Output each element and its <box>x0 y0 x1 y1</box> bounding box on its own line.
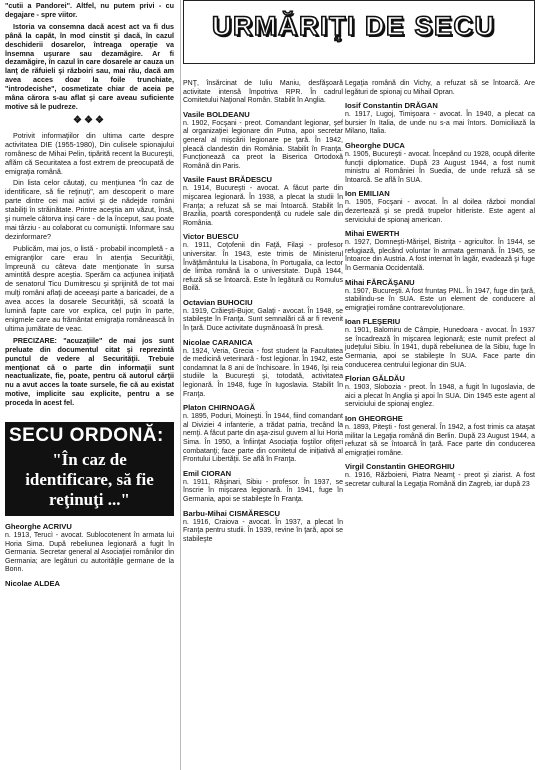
entry <box>183 403 343 465</box>
entry-text: Legaţia română din Vichy, a refuzat să se întoarcă. Are legături de spionaj cu Mihail Opran. <box>345 80 535 96</box>
entry-text: n. 1905, Bucureşti - avocat. Începând cu 1928, ocupă diferite funcţii diplomatice. După 23 August 1944, a fost numit ministru al României în Suedia, de unde refuză să se întoarcă. Se află în SUA. <box>345 150 535 184</box>
entry-name: Ioan FLEŞERIU <box>345 317 401 327</box>
entry-text: n. 1902, Focşani - preot. Comandant legionar, şef al organizaţiei legionare din Putna, apoi secretar general al mişcării legionare pe ţară. În 1942, pleacă clandestin din România. Stabilit în Franţa. Funcţionează ca preot la Biserica Ortodoxă Română din Paris. <box>183 119 343 170</box>
banner-title: URMĂRIŢI DE SECU <box>212 11 496 41</box>
entry-text: n. 1913, Terucì - avocat. Sublocotenent în armata lui Horia Sima. După rebeliunea legionară a fugit în Germania. Secretar general al Asociaţiei românilor din Germania; are legături cu autorităţile germane de la Bonn. <box>5 532 174 574</box>
entry <box>183 110 343 172</box>
entry <box>183 175 343 228</box>
entry-name: Octavian BUHOCIU <box>183 297 253 307</box>
entry-name: Vasile Faust BRĂDESCU <box>183 175 273 185</box>
article-paragraph: Din lista celor căutaţi, cu menţiunea "În caz de identificare, să fie reţinuţi", am descoperit o mare parte dintre cei mai activi şi de nădejde români stabiliţi în străinătate. Printre aceştia am văzut, însă, şi numele câtorva inşi care - de la început, sau poate mai târziu - au colaborat cu comuniştii. Informare sau dezinformare? <box>5 178 174 241</box>
entry-text: n. 1919, Crăieşti-Bujor, Galaţi - avocat. În 1948, se stabileşte în Franţa. Sunt semnalări că ar fi revenit în ţară. Duce activitate duşmănoasă în presă. <box>183 307 343 333</box>
entry-text: n. 1907, Bucureşti. A fost fruntaş PNL. În 1947, fuge din ţară, stabilindu-se în SUA. Este un element de conducere al emigraţiei române contrarevoluţionare. <box>345 287 535 312</box>
entry-text: n. 1916, Craiova - avocat. În 1937, a plecat în Franţa pentru studii. În 1939, revine în ţară, apoi se stabileşte <box>183 518 343 543</box>
entry <box>345 414 535 458</box>
middle-column <box>183 0 343 770</box>
entry-text: n. 1911, Coţofenii din Faţă, Filaşi - profesor universitar. În 1943, este trimis de Ministerul Învăţământului la Lisabona, în Portugalia, ca lector de limba română la o universitate. După 1944, refuză să se întoarcă. Este în legătură cu Romulus Boilă. <box>183 242 343 293</box>
entry-text: n. 1903, Slobozia - preot. În 1948, a fugit în Iugoslavia, de aici a plecat în Anglia şi apoi în SUA. Din 1945 este agent al serviciului de spionaj englez. <box>345 384 535 409</box>
entry <box>183 469 343 505</box>
left-column <box>0 0 178 770</box>
entry <box>183 338 343 400</box>
entry <box>345 374 535 410</box>
entry-name: Ion GHEORGHE <box>345 414 403 424</box>
entry-name: Gheorghe ACRIVU <box>5 522 72 532</box>
entry-name: Nicolae ALDEA <box>5 579 60 589</box>
entry-name: Ion EMILIAN <box>345 189 390 199</box>
intro-bold-paragraph: Istoria va consemna dacă acest act va fi dus până la capăt, în mod cinstit şi dacă, în cazul deschiderii dosarelor, întreaga operaţie va însemna uşurare sau dezamăgire. Ar fi dezamăgire, în cazul în care dosarele ar cauza un lanţ de răfuieli şi războiri sau, mai rău, dacă am avea acces doar la foile trunchiate, "introdecishe", cosmetizate chiar de aceia pe mâna cărora s-au aflat şi care aveau suficiente motive să le pudreze. <box>5 21 174 111</box>
entry-text: n. 1911, Răşinari, Sibiu - profesor. În 1937, se înscrie în mişcarea legionară. În 1941, fuge în Germania, apoi se stabileşte în Franţa. <box>183 478 343 503</box>
entry-name: Virgil Constantin GHEORGHIU <box>345 462 455 472</box>
entry-text: n. 1916, Războieni, Piatra Neamţ - preot şi ziarist. A fost secretar cultural la Legaţia Română din Zagreb, iar după 23 <box>345 472 535 488</box>
entry <box>345 229 535 273</box>
entry <box>183 232 343 294</box>
entry <box>345 189 535 225</box>
section-ornament: ❖❖❖ <box>73 114 106 126</box>
entry <box>345 101 535 137</box>
entry-name: Mihai EWERTH <box>345 229 400 239</box>
entry <box>345 462 535 489</box>
entry-name: Florian GĂLDĂU <box>345 374 405 384</box>
entry-name: Victor BUESCU <box>183 232 239 242</box>
entry <box>345 141 535 185</box>
entry-name: Nicolae CARANICA <box>183 337 253 347</box>
entry-text: n. 1905, Focşani - avocat. În al doilea război mondial dezertează şi se predă trupelor hitleriste. Este agent al serviciului de spionaj american. <box>345 199 535 224</box>
entry-text: n. 1924, Veria, Grecia - fost student la Facultatea de medicină veterinară - fost legionar. În 1942, este condamnat la 8 ani de închisoare. În 1946, îşi reia studiile la Bucureşti şi, totodată, activitatea legionară. În 1948, fuge în Iugoslavia. Stabilit în Franţa. <box>183 347 343 398</box>
article-paragraph: Publicăm, mai jos, o listă - probabil incompletă - a emigranţilor care erau în atenţia Securităţii, împreună cu câteva date menţionate în sursa amintită despre aceştia. Sperăm ca acţiunea iniţiată de senatorul Ticu Dumitrescu şi sprijinită de tot mai mulţi români aflaţi de aceeaşi parte a baricadei, de a avea acces la dosarele Securităţii, să scoată la lumină fapte care vor explica, cel puţin în parte, enigmele care au frământat emigraţia românească în ultima jumătate de veac. <box>5 243 174 333</box>
entry-text: n. 1895, Poduri, Moineşti. În 1944, fiind comandant al Diviziei 4 infanterie, a trădat patria, trecând la nemţi. A făcut parte din aşa-zisul guvern al lui Horia Sima. În 1950, a înfiinţat Asociaţia foştilor ofiţeri combatanţi; face parte din comitetul de iniţiativă al Frontului Libertăţii. Se află în Franţa. <box>183 413 343 464</box>
column-divider <box>180 0 181 770</box>
entry <box>345 278 535 314</box>
entry <box>345 317 535 370</box>
entry-name: Gheorghe DUCA <box>345 140 405 150</box>
entry-text: n. 1901, Balomiru de Câmpie, Hunedoara - avocat. În 1937 se încadrează în mişcarea legionară; este numit prefect al judeţului Sibiu. În 1941, după rebeliunea de la Sibiu, fuge în Germania, apoi se stabileşte în SUA. Face parte din conducerea centrului legionar din SUA. <box>345 327 535 369</box>
entry-name: Barbu-Mihai CISMĂRESCU <box>183 508 281 518</box>
right-column <box>345 0 535 770</box>
precizare-note: PRECIZARE: "acuzaţiile" de mai jos sunt preluate din documentul citat şi reprezintă punctul de vedere al Securităţii. Trebuie menţionat că o parte din informaţii sunt neactualizate, fie, poate, pentru că autorul cărţii nu a avut acces la toate sursele, fie că au existat motive, implicite sau explicite, pentru a se proceda în acest fel. <box>5 335 174 408</box>
entry-text: n. 1893, Piteşti - fost general. În 1942, a fost trimis ca ataşat militar la Legaţia română din Berlin. După 23 August 1944, a refuzat să se întoarcă în ţară. Face parte din conducerea emigraţiei române. <box>345 424 535 457</box>
heading-title: SECU ORDONĂ: <box>9 425 164 447</box>
entry-name: Vasile BOLDEANU <box>183 109 250 119</box>
entry-name: Platon CHIRNOAGĂ <box>183 403 256 413</box>
entry-text: n. 1917, Lugoj, Timişoara - avocat. În 1940, a plecat ca bursier în Italia, de unde nu s-a mai întors. Domiciliază la Milano, Italia. <box>345 111 535 136</box>
entry-name: Emil CIORAN <box>183 468 232 478</box>
entry-text: n. 1927, Domneşti-Mărişel, Bistriţa - agricultor. În 1944, se refugiază, plecând voluntar în armata germană. În 1945, se întoarce din Austria. A fost internat în lagăr, evadează şi fuge în Germania Occidentală. <box>345 239 535 272</box>
secu-ordona-heading <box>5 422 174 516</box>
heading-quote: "În caz de identificare, să fie reţinuţi ..." <box>25 450 154 510</box>
entry <box>183 509 343 545</box>
intro-bold-line: "cutii a Pandorei". Altfel, nu putem privi - cu degajare - spre viitor. <box>5 1 174 19</box>
entry-text: n. 1914, Bucureşti - avocat. A făcut parte din mişcarea legionară. În 1938, a plecat la studii în Franţa; a refuzat să se mai întoarcă. Stabilit în Brazilia, poartă corespondenţă cu rudele sale din România. <box>183 185 343 227</box>
entry-name: Iosif Constantin DRĂGAN <box>345 101 438 111</box>
article-paragraph: Potrivit informaţiilor din ultima carte despre activitatea DIE (1955-1980), Din culisele spionajului românesc de Mihai Pelin, tipărită recent la Bucureşti, aflăm că Securitatea a fost extrem de preocupată de emigraţia română. <box>5 130 174 176</box>
entry <box>183 298 343 334</box>
entry-name: Mihai FĂRCĂŞANU <box>345 277 415 287</box>
entry-text: PNŢ, însărcinat de Iuliu Maniu, desfăşoară activitate intensă împotriva RPR. În cadrul Comitetului Naţional Român. Stabilit în Anglia. <box>183 80 343 105</box>
